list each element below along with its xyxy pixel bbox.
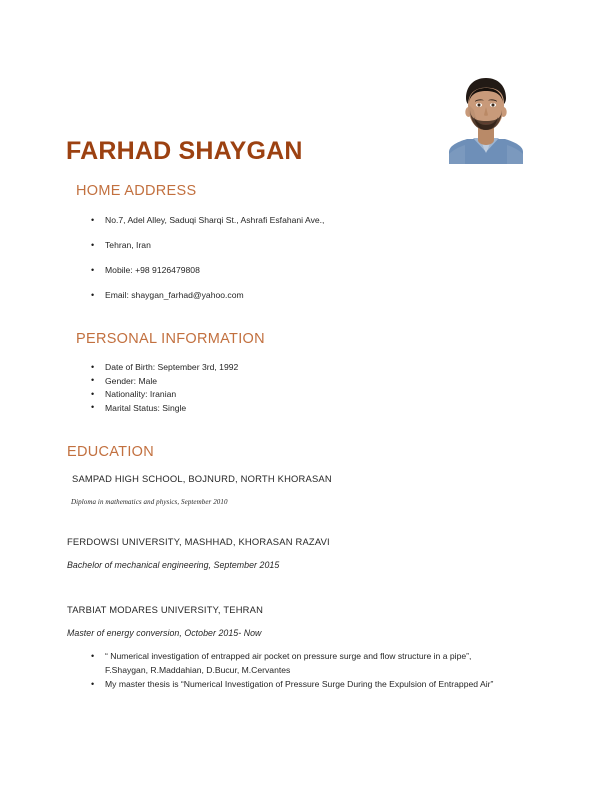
list-item: • No.7, Adel Alley, Saduqi Sharqi St., Ashrafi Esfahani Ave.,	[91, 208, 421, 233]
education-school-name: FERDOWSI UNIVERSITY, MASHHAD, KHORASAN RAZAVI	[67, 536, 330, 547]
list-item: • Nationality: Iranian	[91, 388, 421, 402]
list-item: • Mobile: +98 9126479808	[91, 258, 421, 283]
publications-list	[91, 650, 511, 693]
list-item: • Tehran, Iran	[91, 233, 421, 258]
list-item: • My master thesis is “Numerical Investigation of Pressure Surge During the Expulsion of Entrapped Air”	[91, 678, 511, 692]
education-degree-line: Bachelor of mechanical engineering, September 2015	[67, 560, 280, 570]
personal-information-list	[91, 361, 421, 415]
education-school-name: TARBIAT MODARES UNIVERSITY, TEHRAN	[67, 604, 264, 615]
list-item: • “ Numerical investigation of entrapped air pocket on pressure surge and flow structure in a pipe”, F.Shaygan, R.Maddahian, D.Bucur, M.Cervantes	[91, 650, 511, 677]
education-degree-line: Diploma in mathematics and physics, September 2010	[71, 497, 228, 506]
section-heading-home-address: HOME ADDRESS	[76, 183, 197, 199]
section-heading-personal-information: PERSONAL INFORMATION	[76, 331, 265, 347]
section-heading-education: EDUCATION	[67, 444, 155, 460]
education-degree-line: Master of energy conversion, October 2015- Now	[67, 628, 262, 638]
page-title: FARHAD SHAYGAN	[66, 137, 303, 165]
home-address-list	[91, 208, 421, 308]
education-school-name: SAMPAD HIGH SCHOOL, BOJNURD, NORTH KHORASAN	[72, 473, 332, 484]
list-item: • Email: shaygan_farhad@yahoo.com	[91, 283, 421, 308]
list-item: • Date of Birth: September 3rd, 1992	[91, 361, 421, 375]
list-item: • Gender: Male	[91, 375, 421, 389]
list-item: • Marital Status: Single	[91, 402, 421, 416]
portrait-photo	[443, 68, 529, 164]
portrait-photo-graphic	[443, 68, 529, 164]
